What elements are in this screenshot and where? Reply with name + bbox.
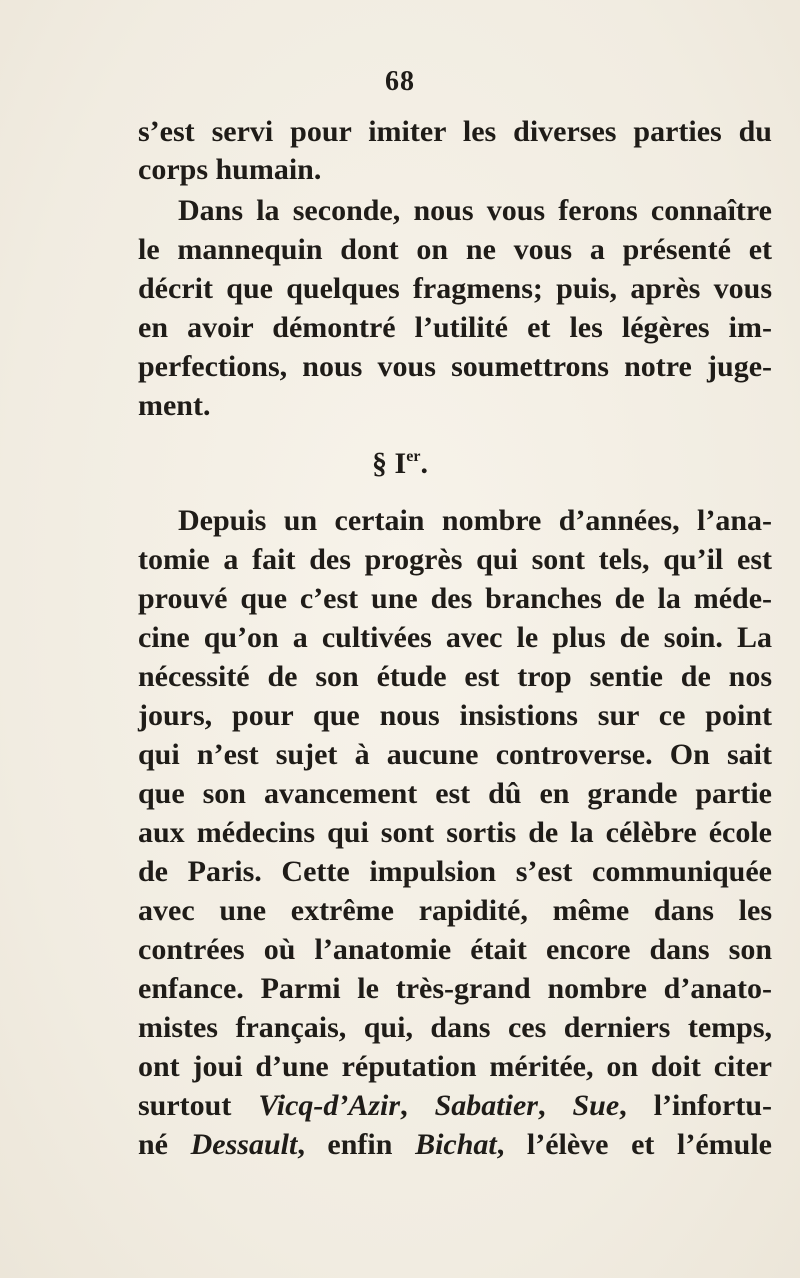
text-line: Dans la seconde, nous vous ferons connaître [178,194,772,227]
text-line: décrit que quelques fragmens; puis, après vous [138,272,772,305]
text-line: nécessité de son étude est trop sentie de nos [138,660,772,693]
text-line: enfance. Parmi le très-grand nombre d’anato- [138,972,772,1005]
text-line: tomie a fait des progrès qui sont tels, qu’il est [138,543,772,576]
text-line: surtout Vicq-d’Azir, Sabatier, Sue, l’infortu- [138,1089,773,1122]
text-line: perfections, nous vous soumettrons notre juge- [138,350,772,383]
text-line: contrées où l’anatomie était encore dans son [138,933,772,966]
text-line: mistes français, qui, dans ces derniers temps, [138,1011,772,1044]
text-line: ont joui d’une réputation méritée, on doit citer [138,1050,772,1083]
name-sue: Sue [572,1089,620,1122]
text-line: ment. [138,389,211,422]
text-line: né Dessault, enfin Bichat, l’élève et l’émule [138,1128,772,1161]
text-line: aux médecins qui sont sortis de la célèbre école [138,816,772,849]
page-number: 68 [385,66,415,97]
text-line: en avoir démontré l’utilité et les légères im- [138,311,772,344]
text-line: de Paris. Cette impulsion s’est communiquée [138,855,772,888]
name-sabatier: Sabatier [434,1089,538,1122]
text-line: cine qu’on a cultivées avec le plus de soin. La [138,621,772,654]
text-line: jours, pour que nous insistions sur ce point [138,699,772,732]
text-line: s’est servi pour imiter les diverses parties du [138,115,772,148]
name-vicq-d-azir: Vicq-d’Azir [258,1089,401,1122]
text-line: prouvé que c’est une des branches de la méde- [138,582,772,615]
text-line: corps humain. [138,153,322,186]
text-line: que son avancement est dû en grande partie [138,777,772,810]
name-dessault: Dessault [190,1128,298,1161]
text-line: Depuis un certain nombre d’années, l’ana- [178,504,772,537]
name-bichat: Bichat [415,1128,497,1161]
text-line: qui n’est sujet à aucune controverse. On sait [138,738,772,771]
text-line: le mannequin dont on ne vous a présenté et [138,233,772,266]
section-heading: § Ier. [372,447,428,480]
text-line: avec une extrême rapidité, même dans les [138,894,772,927]
